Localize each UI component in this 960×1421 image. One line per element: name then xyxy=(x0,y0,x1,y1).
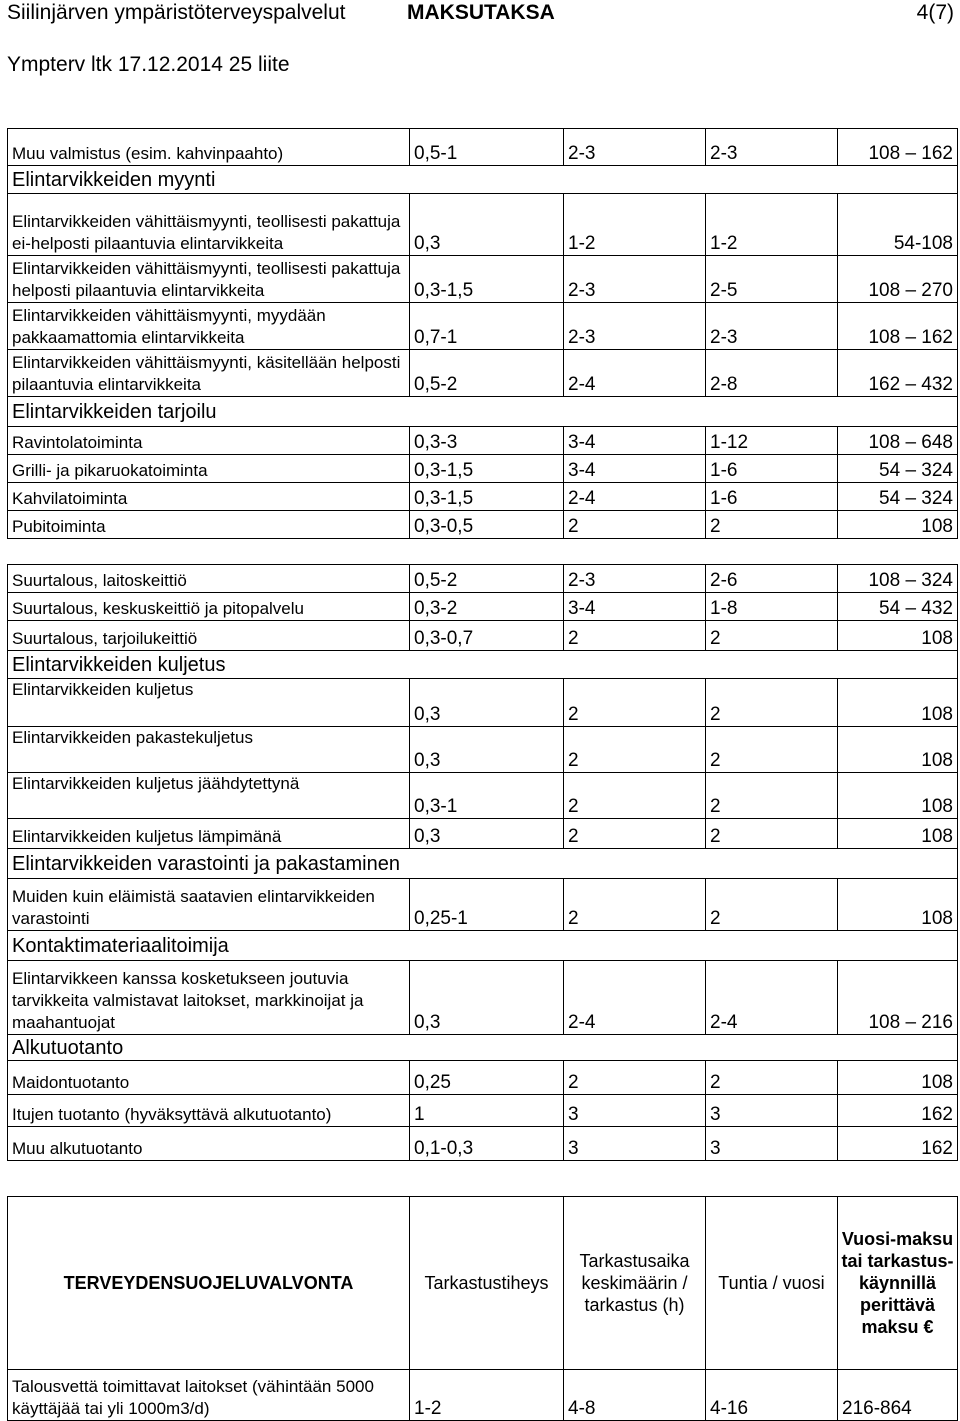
inspection-frequency: 0,7-1 xyxy=(410,303,564,350)
inspection-frequency: 0,3 xyxy=(410,727,564,773)
document-title: MAKSUTAKSA xyxy=(407,1,555,24)
activity-label: Pubitoiminta xyxy=(8,511,410,539)
hours-per-year: 2-3 xyxy=(706,303,838,350)
spacer-cell xyxy=(8,539,958,565)
inspection-frequency: 0,3 xyxy=(410,679,564,727)
inspection-time: 2-3 xyxy=(564,565,706,593)
inspection-frequency: 1-2 xyxy=(410,1370,564,1421)
fee-range: 108 xyxy=(838,679,958,727)
monitoring-row xyxy=(8,1370,958,1421)
monitoring-header-row xyxy=(8,1197,958,1370)
inspection-time: 2 xyxy=(564,879,706,931)
fee-row xyxy=(8,303,958,350)
fee-row xyxy=(8,773,958,819)
activity-label: Elintarvikkeiden vähittäismyynti, myydään pakkaamattomia elintarvikkeita xyxy=(8,303,410,350)
hours-per-year: 2 xyxy=(706,679,838,727)
fee-row xyxy=(8,455,958,483)
fee-range: 162 – 432 xyxy=(838,350,958,397)
inspection-time: 2-4 xyxy=(564,483,706,511)
inspection-frequency: 1 xyxy=(410,1095,564,1127)
activity-label: Elintarvikkeiden kuljetus jäähdytettynä xyxy=(8,773,410,819)
monitoring-title: TERVEYDENSUOJELUVALVONTA xyxy=(8,1197,410,1370)
activity-label: Grilli- ja pikaruokatoiminta xyxy=(8,455,410,483)
hours-per-year: 2-4 xyxy=(706,961,838,1035)
inspection-time: 2 xyxy=(564,511,706,539)
fee-row xyxy=(8,727,958,773)
fee-row xyxy=(8,879,958,931)
fee-range: 108 – 270 xyxy=(838,256,958,303)
section-row xyxy=(8,931,958,961)
fee-row xyxy=(8,1095,958,1127)
hours-per-year: 1-12 xyxy=(706,427,838,455)
fee-range: 108 xyxy=(838,511,958,539)
fee-row xyxy=(8,1061,958,1095)
fee-row xyxy=(8,961,958,1035)
inspection-frequency: 0,3-1 xyxy=(410,773,564,819)
inspection-frequency: 0,25 xyxy=(410,1061,564,1095)
fee-range: 108 – 162 xyxy=(838,303,958,350)
page-header xyxy=(0,0,960,120)
fee-table xyxy=(7,128,958,1161)
fee-table-body xyxy=(8,129,958,1161)
hours-per-year: 2 xyxy=(706,511,838,539)
activity-label: Elintarvikkeiden pakastekuljetus xyxy=(8,727,410,773)
fee-range: 108 xyxy=(838,1061,958,1095)
section-row xyxy=(8,166,958,194)
activity-label: Suurtalous, keskuskeittiö ja pitopalvelu xyxy=(8,593,410,621)
inspection-frequency: 0,5-1 xyxy=(410,129,564,166)
activity-label: Elintarvikkeen kanssa kosketukseen joutuvia tarvikkeita valmistavat laitokset, markkinoijat ja maahantuojat xyxy=(8,961,410,1035)
header-inspection-frequency: Tarkastustiheys xyxy=(410,1197,564,1370)
activity-label: Maidontuotanto xyxy=(8,1061,410,1095)
fee-range: 108 – 216 xyxy=(838,961,958,1035)
hours-per-year: 2 xyxy=(706,621,838,651)
document-reference: Ympterv ltk 17.12.2014 25 liite xyxy=(7,53,290,76)
activity-label: Ravintolatoiminta xyxy=(8,427,410,455)
section-row xyxy=(8,397,958,427)
hours-per-year: 2 xyxy=(706,819,838,849)
hours-per-year: 1-2 xyxy=(706,194,838,256)
inspection-frequency: 0,5-2 xyxy=(410,350,564,397)
inspection-frequency: 0,3-3 xyxy=(410,427,564,455)
inspection-frequency: 0,3 xyxy=(410,819,564,849)
activity-label: Itujen tuotanto (hyväksyttävä alkutuotanto) xyxy=(8,1095,410,1127)
activity-label: Elintarvikkeiden vähittäismyynti, teollisesti pakattuja helposti pilaantuvia elintarvikkeita xyxy=(8,256,410,303)
organization-name: Siilinjärven ympäristöterveyspalvelut xyxy=(7,1,346,24)
hours-per-year: 1-8 xyxy=(706,593,838,621)
inspection-frequency: 0,3-0,7 xyxy=(410,621,564,651)
fee-row xyxy=(8,129,958,166)
fee-range: 108 – 324 xyxy=(838,565,958,593)
section-title: Elintarvikkeiden myynti xyxy=(8,166,958,194)
section-title: Elintarvikkeiden tarjoilu xyxy=(8,397,958,427)
activity-label: Elintarvikkeiden vähittäismyynti, teollisesti pakattuja ei-helposti pilaantuvia elintarvikkeita xyxy=(8,194,410,256)
inspection-time: 3-4 xyxy=(564,427,706,455)
inspection-frequency: 0,1-0,3 xyxy=(410,1127,564,1161)
header-hours-per-year: Tuntia / vuosi xyxy=(706,1197,838,1370)
fee-range: 108 – 162 xyxy=(838,129,958,166)
inspection-time: 2-3 xyxy=(564,303,706,350)
hours-per-year: 4-16 xyxy=(706,1370,838,1421)
fee-range: 162 xyxy=(838,1127,958,1161)
inspection-frequency: 0,5-2 xyxy=(410,565,564,593)
activity-label: Elintarvikkeiden kuljetus xyxy=(8,679,410,727)
fee-row xyxy=(8,679,958,727)
fee-row xyxy=(8,819,958,849)
fee-range: 108 xyxy=(838,773,958,819)
inspection-time: 2-4 xyxy=(564,350,706,397)
hours-per-year: 2 xyxy=(706,1061,838,1095)
hours-per-year: 2 xyxy=(706,773,838,819)
inspection-frequency: 0,3 xyxy=(410,194,564,256)
fee-row xyxy=(8,511,958,539)
hours-per-year: 2-3 xyxy=(706,129,838,166)
section-row xyxy=(8,849,958,879)
spacer-row xyxy=(8,539,958,565)
inspection-time: 2-3 xyxy=(564,129,706,166)
fee-row xyxy=(8,194,958,256)
inspection-time: 2 xyxy=(564,727,706,773)
inspection-frequency: 0,3-1,5 xyxy=(410,256,564,303)
fee-range: 162 xyxy=(838,1095,958,1127)
inspection-time: 2 xyxy=(564,819,706,849)
inspection-frequency: 0,3-1,5 xyxy=(410,483,564,511)
fee-row xyxy=(8,593,958,621)
activity-label: Elintarvikkeiden kuljetus lämpimänä xyxy=(8,819,410,849)
inspection-frequency: 0,3-0,5 xyxy=(410,511,564,539)
inspection-time: 3 xyxy=(564,1127,706,1161)
fee-range: 54 – 432 xyxy=(838,593,958,621)
inspection-frequency: 0,3-2 xyxy=(410,593,564,621)
fee-row xyxy=(8,256,958,303)
activity-label: Muiden kuin eläimistä saatavien elintarvikkeiden varastointi xyxy=(8,879,410,931)
activity-label: Suurtalous, tarjoilukeittiö xyxy=(8,621,410,651)
page-number: 4(7) xyxy=(916,1,954,24)
fee-range: 54 – 324 xyxy=(838,483,958,511)
monitoring-table xyxy=(7,1196,958,1421)
hours-per-year: 1-6 xyxy=(706,483,838,511)
inspection-time: 3 xyxy=(564,1095,706,1127)
fee-row xyxy=(8,1127,958,1161)
inspection-time: 2-4 xyxy=(564,961,706,1035)
fee-row xyxy=(8,565,958,593)
inspection-time: 2 xyxy=(564,1061,706,1095)
inspection-time: 2 xyxy=(564,773,706,819)
section-title: Elintarvikkeiden kuljetus xyxy=(8,651,958,679)
hours-per-year: 2-6 xyxy=(706,565,838,593)
activity-label: Suurtalous, laitoskeittiö xyxy=(8,565,410,593)
header-inspection-time: Tarkastusaika keskimäärin / tarkastus (h) xyxy=(564,1197,706,1370)
section-title: Elintarvikkeiden varastointi ja pakastaminen xyxy=(8,849,958,879)
hours-per-year: 2 xyxy=(706,879,838,931)
annual-fee: 216-864 xyxy=(838,1370,958,1421)
inspection-frequency: 0,3-1,5 xyxy=(410,455,564,483)
fee-range: 54 – 324 xyxy=(838,455,958,483)
inspection-time: 1-2 xyxy=(564,194,706,256)
inspection-frequency: 0,25-1 xyxy=(410,879,564,931)
activity-label: Elintarvikkeiden vähittäismyynti, käsitellään helposti pilaantuvia elintarvikkeita xyxy=(8,350,410,397)
section-row xyxy=(8,1035,958,1061)
section-row xyxy=(8,651,958,679)
hours-per-year: 3 xyxy=(706,1095,838,1127)
hours-per-year: 2 xyxy=(706,727,838,773)
fee-range: 108 xyxy=(838,879,958,931)
fee-range: 54-108 xyxy=(838,194,958,256)
fee-row xyxy=(8,350,958,397)
inspection-time: 2 xyxy=(564,621,706,651)
fee-row xyxy=(8,427,958,455)
fee-range: 108 xyxy=(838,819,958,849)
fee-row xyxy=(8,621,958,651)
row-label: Talousvettä toimittavat laitokset (vähintään 5000 käyttäjää tai yli 1000m3/d) xyxy=(8,1370,410,1421)
hours-per-year: 2-8 xyxy=(706,350,838,397)
hours-per-year: 3 xyxy=(706,1127,838,1161)
fee-range: 108 xyxy=(838,621,958,651)
activity-label: Muu alkutuotanto xyxy=(8,1127,410,1161)
inspection-time: 2 xyxy=(564,679,706,727)
inspection-time: 2-3 xyxy=(564,256,706,303)
header-annual-fee: Vuosi-maksu tai tarkastus-käynnillä perittävä maksu € xyxy=(838,1197,958,1370)
activity-label: Muu valmistus (esim. kahvinpaahto) xyxy=(8,129,410,166)
inspection-time: 3-4 xyxy=(564,593,706,621)
section-title: Alkutuotanto xyxy=(8,1035,958,1061)
section-title: Kontaktimateriaalitoimija xyxy=(8,931,958,961)
fee-row xyxy=(8,483,958,511)
hours-per-year: 1-6 xyxy=(706,455,838,483)
activity-label: Kahvilatoiminta xyxy=(8,483,410,511)
fee-range: 108 – 648 xyxy=(838,427,958,455)
fee-range: 108 xyxy=(838,727,958,773)
inspection-time: 3-4 xyxy=(564,455,706,483)
hours-per-year: 2-5 xyxy=(706,256,838,303)
inspection-frequency: 0,3 xyxy=(410,961,564,1035)
inspection-time: 4-8 xyxy=(564,1370,706,1421)
